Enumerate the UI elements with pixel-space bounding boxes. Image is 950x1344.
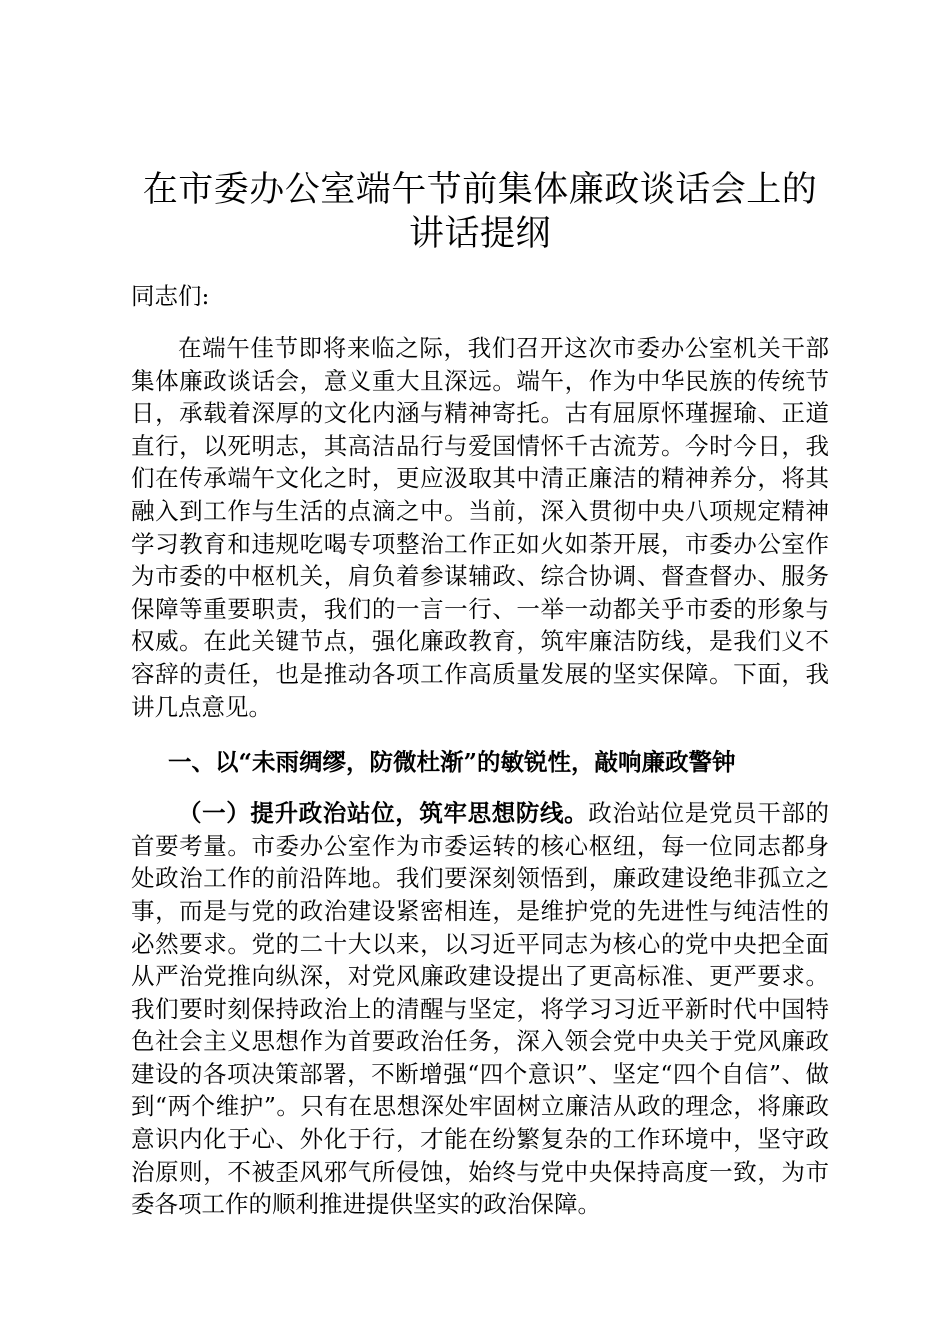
subsection-1-body: 政治站位是党员干部的首要考量。市委办公室作为市委运转的核心枢纽，每一位同志都身处政治工作的前沿阵地。我们要深刻领悟到，廉政建设绝非孤立之事，而是与党的政治建设紧密相连，是维护党的先进性与纯洁性的必然要求。党的二十大以来，以习近平同志为核心的党中央把全面从严治党推向纵深，对党风廉政建设提出了更高标准、更严要求。我们要时刻保持政治上的清醒与坚定，将学习习近平新时代中国特色社会主义思想作为首要政治任务，深入领会党中央关于党风廉政建设的各项决策部署，不断增强“四个意识”、坚定“四个自信”、做到“两个维护”。只有在思想深处牢固树立廉洁从政的理念，将廉政意识内化于心、外化于行，才能在纷繁复杂的工作环境中，坚守政治原则，不被歪风邪气所侵蚀，始终与党中央保持高度一致，为市委各项工作的顺利推进提供坚实的政治保障。 bbox=[131, 799, 830, 1219]
salutation: 同志们: bbox=[131, 282, 210, 310]
document-content bbox=[131, 168, 829, 1221]
section-1-heading: 一、以“未雨绸缪，防微杜渐”的敏锐性，敲响廉政警钟 bbox=[168, 748, 736, 777]
intro-paragraph: 在端午佳节即将来临之际，我们召开这次市委办公室机关干部集体廉政谈话会，意义重大且深远。端午，作为中华民族的传统节日，承载着深厚的文化内涵与精神寄托。古有屈原怀瑾握瑜、正道直行，以死明志，其高洁品行与爱国情怀千古流芳。今时今日，我们在传承端午文化之时，更应汲取其中清正廉洁的精神养分，将其融入到工作与生活的点滴之中。当前，深入贯彻中央八项规定精神学习教育和违规吃喝专项整治工作正如火如荼开展，市委办公室作为市委的中枢机关，肩负着参谋辅政、综合协调、督查督办、服务保障等重要职责，我们的一言一行、一举一动都关乎市委的形象与权威。在此关键节点，强化廉政教育，筑牢廉洁防线，是我们义不容辞的责任，也是推动各项工作高质量发展的坚实保障。下面，我讲几点意见。 bbox=[131, 334, 829, 721]
subsection-1-lead: （一）提升政治站位，筑牢思想防线。 bbox=[178, 799, 589, 828]
document-title: 在市委办公室端午节前集体廉政谈话会上的讲话提纲 bbox=[142, 170, 818, 254]
subsection-1-paragraph bbox=[131, 797, 829, 1221]
